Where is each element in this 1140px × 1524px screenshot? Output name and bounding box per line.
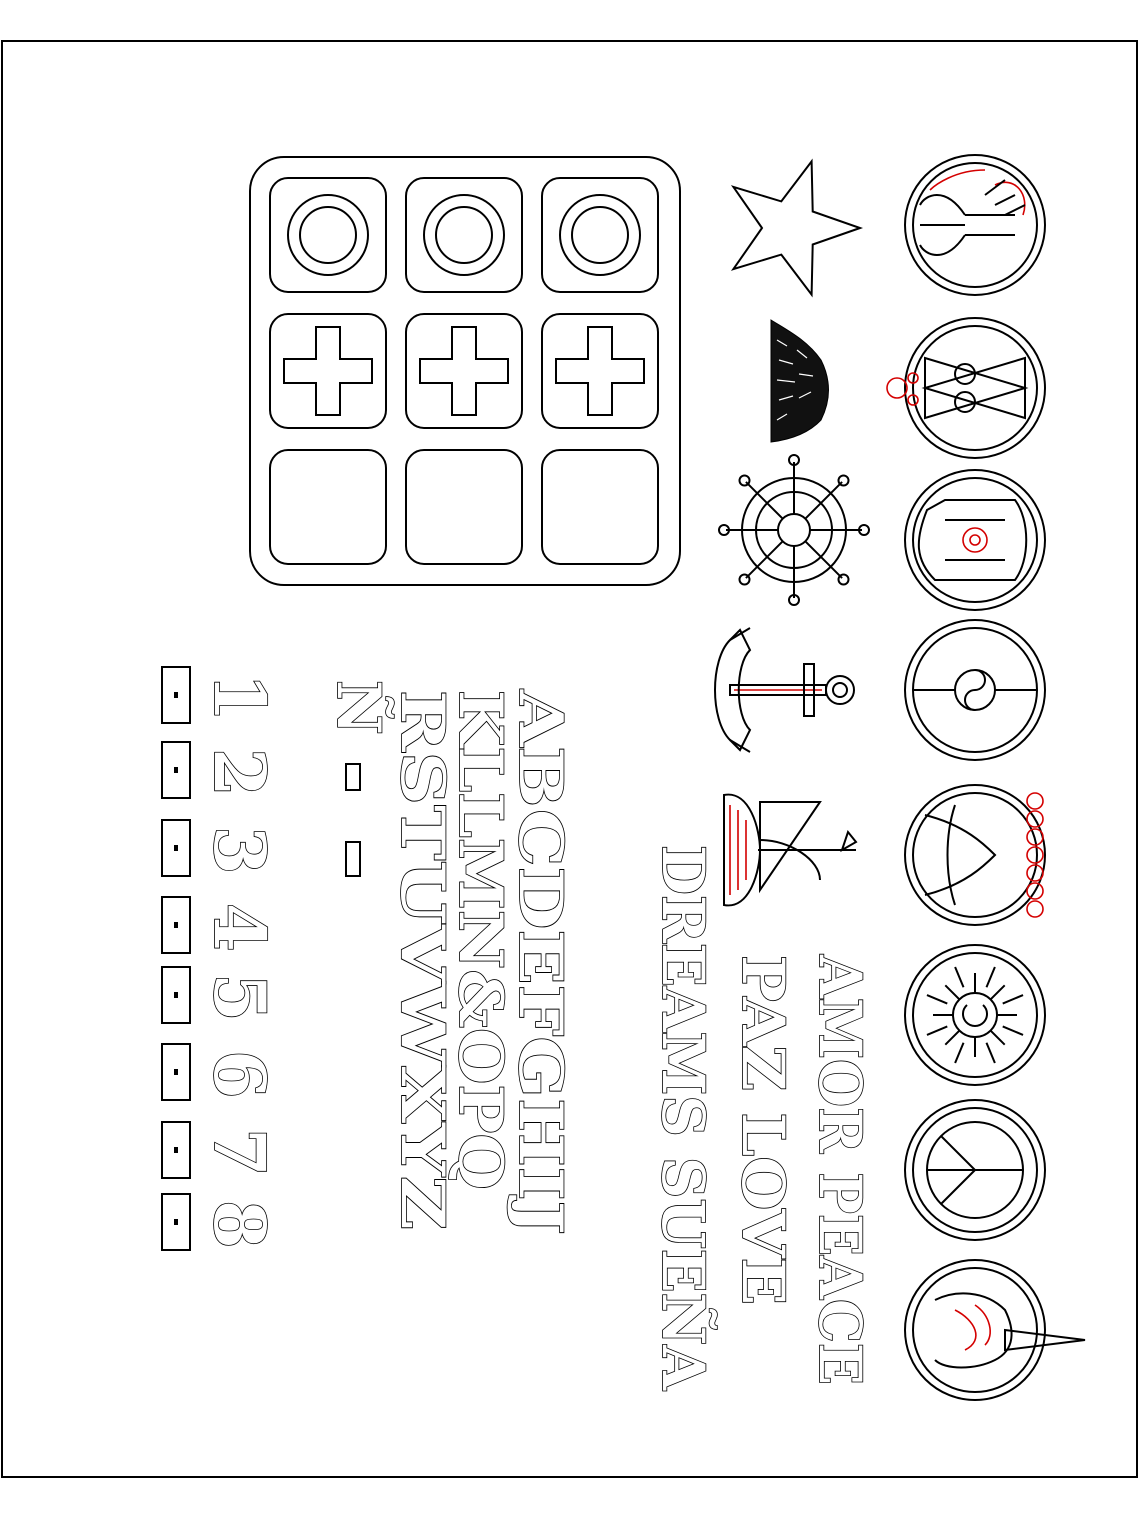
number-piece: 1	[198, 673, 281, 722]
number-piece: 6	[198, 1050, 281, 1099]
board-cell	[270, 314, 386, 428]
number-piece: 2	[198, 748, 281, 797]
o-piece-inner	[572, 207, 628, 263]
tile-slot	[174, 692, 178, 698]
phrase-block	[649, 845, 874, 1407]
tile-slot	[174, 922, 178, 928]
numbers-block	[162, 667, 281, 1250]
tile-slot	[174, 767, 178, 773]
cross-piece	[420, 327, 508, 415]
tree-of-life-icon	[905, 155, 1045, 295]
dash-piece	[346, 764, 360, 790]
tile-slot	[174, 1069, 178, 1075]
unicorn-icon	[905, 1260, 1085, 1400]
anchor-icon	[715, 628, 854, 752]
sun-moon-icon	[905, 945, 1045, 1085]
star-icon	[733, 161, 860, 294]
lotus-icon	[905, 785, 1045, 925]
o-piece-inner	[300, 207, 356, 263]
phrase-line-2: PAZ LOVE	[729, 955, 797, 1282]
tile-slot	[174, 1147, 178, 1153]
alphabet-row-1: ABCDEFGHIJ	[505, 690, 575, 1141]
tile-slot	[174, 992, 178, 998]
number-piece: 3	[198, 826, 281, 875]
dash-piece	[346, 842, 360, 876]
tile-slot	[174, 845, 178, 851]
tic-tac-toe-board	[250, 157, 680, 585]
tree-icon	[771, 320, 829, 442]
yin-yang-icon	[905, 620, 1045, 760]
board-cell	[406, 314, 522, 428]
alphabet-row-2: KLLMN&OPQ	[445, 690, 515, 1152]
alphabet-row-4: Ñ	[323, 680, 393, 735]
cross-piece	[284, 327, 372, 415]
alphabet-row-3: RSTUVWXYZ	[387, 690, 457, 1128]
sailboat-icon	[724, 795, 856, 906]
ship-wheel-icon	[719, 455, 869, 605]
number-piece: 5	[198, 973, 281, 1022]
phrase-line-3: DREAMS SUEÑA	[649, 845, 717, 1394]
board-cell	[406, 450, 522, 564]
board-cell	[542, 450, 658, 564]
number-piece: 7	[198, 1128, 281, 1177]
number-piece: 4	[198, 903, 281, 952]
tile-slot	[174, 1219, 178, 1225]
cross-piece	[556, 327, 644, 415]
board-frame	[250, 157, 680, 585]
alphabet-block	[323, 680, 575, 1235]
hamsa-icon	[905, 470, 1045, 610]
board-cell	[542, 314, 658, 428]
number-piece: 8	[198, 1200, 281, 1249]
board-cell	[270, 450, 386, 564]
peace-sign-icon	[905, 1100, 1045, 1240]
phrase-line-1: AMOR PEACE	[806, 955, 874, 1407]
medallion-column	[887, 155, 1085, 1400]
owl-icon	[887, 318, 1045, 458]
symbol-column	[715, 161, 869, 905]
o-piece-inner	[436, 207, 492, 263]
